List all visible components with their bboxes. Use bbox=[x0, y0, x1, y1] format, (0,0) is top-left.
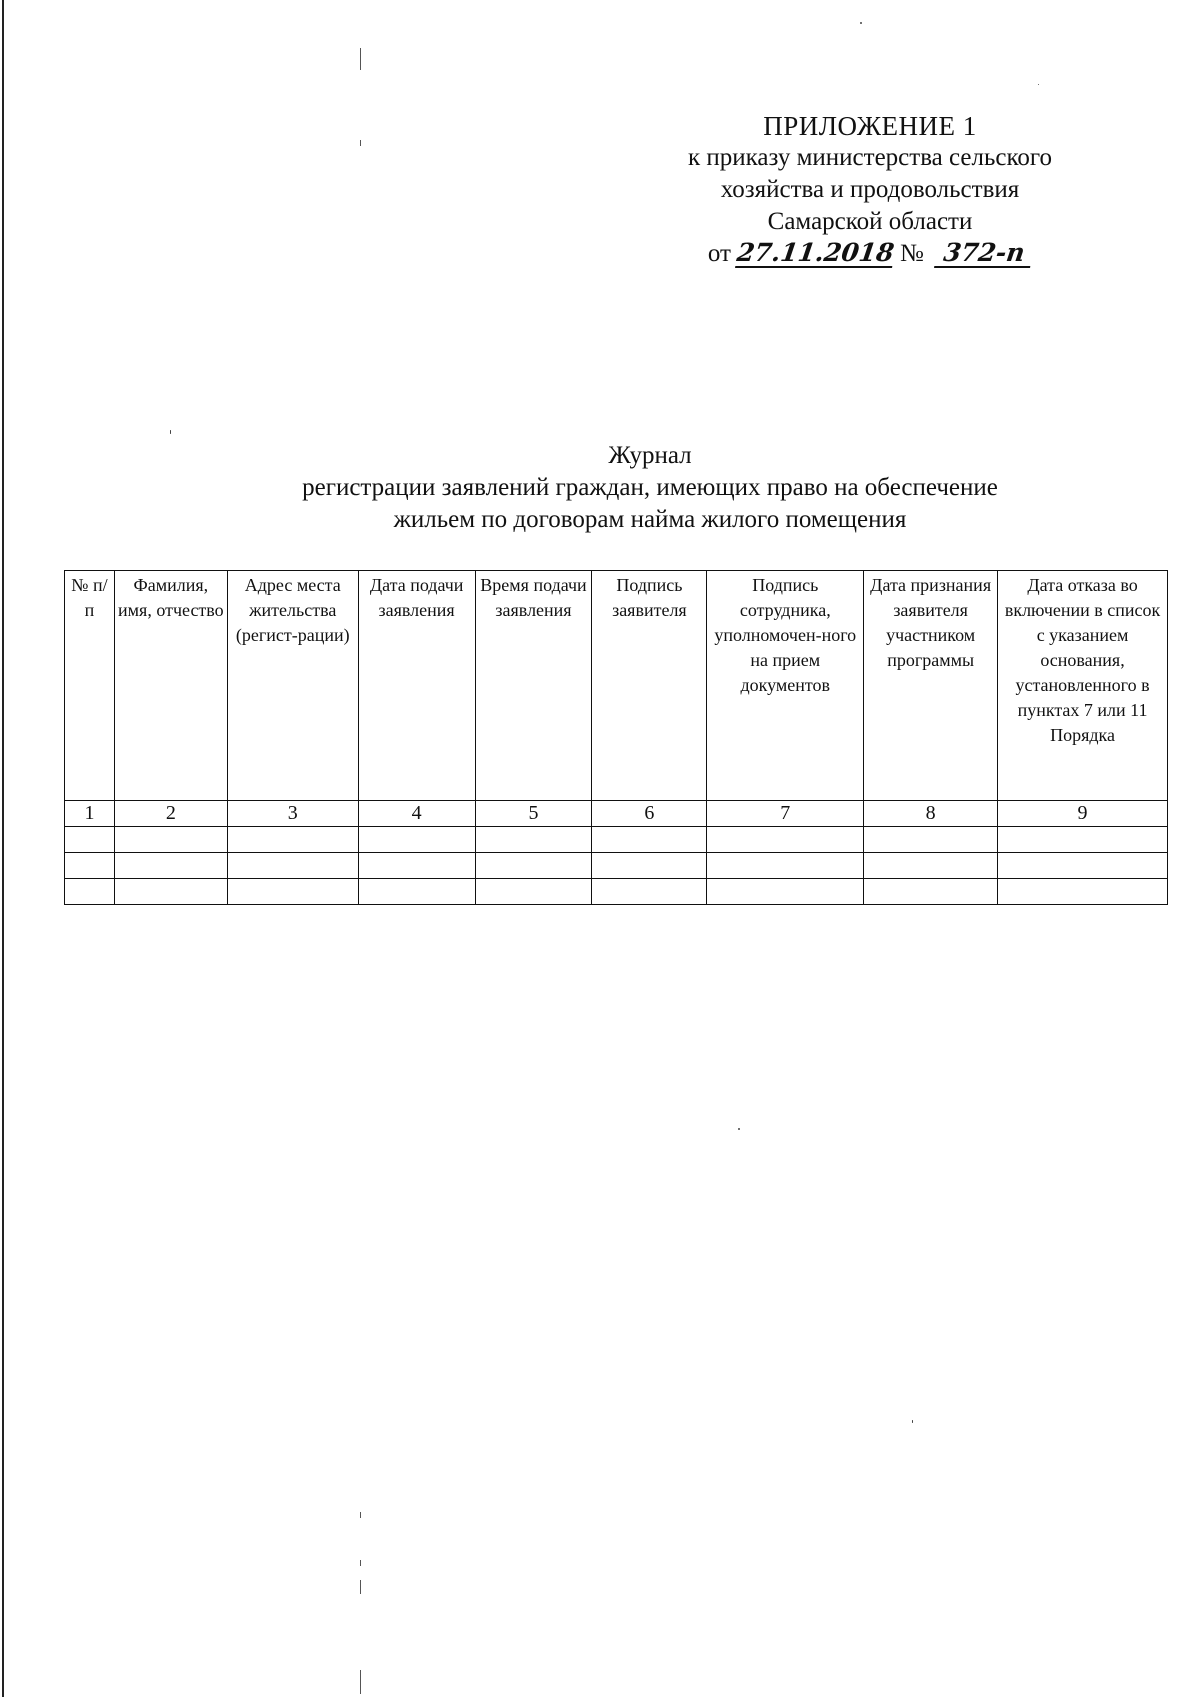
journal-subtitle-line-1: регистрации заявлений граждан, имеющих право на обеспечение bbox=[302, 474, 998, 501]
header-cell: Дата отказа во включении в список с указанием основания, установленного в пунктах 7 или 11 Порядка bbox=[998, 571, 1168, 801]
empty-cell bbox=[998, 879, 1168, 905]
appendix-line-1: к приказу министерства сельского bbox=[687, 144, 1052, 171]
empty-cell bbox=[227, 827, 358, 853]
column-number-cell: 8 bbox=[864, 801, 998, 827]
scan-speck bbox=[360, 1670, 361, 1694]
empty-cell bbox=[358, 853, 475, 879]
column-number-cell: 9 bbox=[998, 801, 1168, 827]
empty-cell bbox=[707, 827, 864, 853]
scan-speck bbox=[360, 140, 361, 146]
column-number-cell: 7 bbox=[707, 801, 864, 827]
column-number-cell: 1 bbox=[65, 801, 115, 827]
appendix-line-2: хозяйства и продовольствия bbox=[720, 176, 1020, 203]
empty-cell bbox=[592, 827, 707, 853]
scan-speck bbox=[360, 1512, 361, 1518]
column-number-cell: 5 bbox=[475, 801, 592, 827]
scan-dot bbox=[912, 1420, 913, 1423]
header-cell: Дата подачи заявления bbox=[358, 571, 475, 801]
empty-cell bbox=[227, 853, 358, 879]
appendix-title: ПРИЛОЖЕНИЕ 1 bbox=[763, 111, 977, 141]
empty-table-row bbox=[65, 853, 1168, 879]
journal-title: Журнал bbox=[608, 442, 692, 469]
column-number-cell: 3 bbox=[227, 801, 358, 827]
column-number-cell: 6 bbox=[592, 801, 707, 827]
header-cell: Время подачи заявления bbox=[475, 571, 592, 801]
appendix-line-3: Самарской области bbox=[767, 208, 973, 235]
journal-title-block bbox=[240, 440, 1060, 536]
empty-cell bbox=[998, 827, 1168, 853]
scan-speck bbox=[360, 1580, 361, 1594]
empty-cell bbox=[65, 827, 115, 853]
empty-cell bbox=[592, 879, 707, 905]
empty-cell bbox=[998, 853, 1168, 879]
header-cell: № п/п bbox=[65, 571, 115, 801]
number-prefix: № bbox=[900, 240, 924, 267]
empty-cell bbox=[864, 879, 998, 905]
page-edge bbox=[2, 0, 4, 1697]
date-prefix: от bbox=[707, 240, 731, 267]
empty-cell bbox=[114, 853, 227, 879]
appendix-header bbox=[640, 110, 1100, 270]
journal-subtitle-line-2: жильем по договорам найма жилого помещения bbox=[393, 506, 907, 533]
empty-cell bbox=[707, 879, 864, 905]
empty-cell bbox=[114, 827, 227, 853]
header-cell: Адрес места жительства (регист-рации) bbox=[227, 571, 358, 801]
empty-cell bbox=[864, 853, 998, 879]
empty-cell bbox=[475, 879, 592, 905]
empty-cell bbox=[227, 879, 358, 905]
empty-cell bbox=[707, 853, 864, 879]
empty-cell bbox=[475, 827, 592, 853]
header-cell: Подпись сотрудника, уполномочен-ного на прием документов bbox=[707, 571, 864, 801]
scan-dot bbox=[1038, 84, 1039, 85]
header-cell: Фамилия, имя, отчество bbox=[114, 571, 227, 801]
scan-dot bbox=[170, 430, 171, 434]
column-number-row bbox=[65, 801, 1168, 827]
table-header-row bbox=[65, 571, 1168, 801]
empty-cell bbox=[114, 879, 227, 905]
handwritten-number: 372-п bbox=[934, 240, 1034, 268]
empty-cell bbox=[358, 827, 475, 853]
scan-dot bbox=[860, 22, 862, 24]
empty-cell bbox=[358, 879, 475, 905]
empty-cell bbox=[65, 879, 115, 905]
header-cell: Подпись заявителя bbox=[592, 571, 707, 801]
header-cell: Дата признания заявителя участником программы bbox=[864, 571, 998, 801]
handwritten-date: 27.11.2018 bbox=[735, 238, 897, 267]
scan-speck bbox=[360, 48, 361, 70]
empty-cell bbox=[475, 853, 592, 879]
scan-dot bbox=[738, 1128, 740, 1130]
empty-table-row bbox=[65, 879, 1168, 905]
empty-table-row bbox=[65, 827, 1168, 853]
empty-cell bbox=[864, 827, 998, 853]
registration-journal-table bbox=[64, 570, 1168, 905]
empty-cell bbox=[65, 853, 115, 879]
column-number-cell: 4 bbox=[358, 801, 475, 827]
scan-speck bbox=[360, 1560, 361, 1566]
column-number-cell: 2 bbox=[114, 801, 227, 827]
empty-cell bbox=[592, 853, 707, 879]
appendix-date-line bbox=[640, 238, 1100, 270]
